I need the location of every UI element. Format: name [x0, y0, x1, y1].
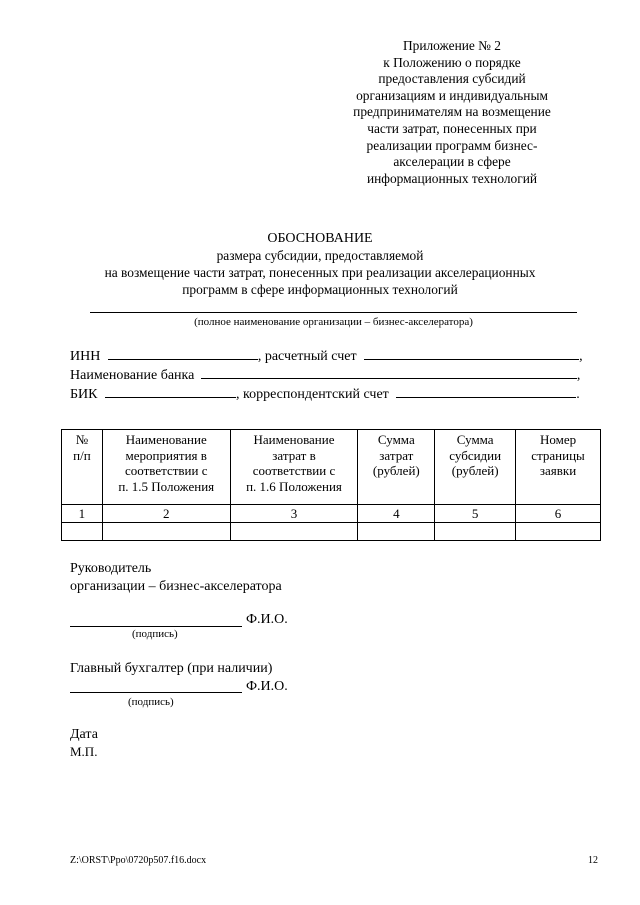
footer-file-path: Z:\ORST\Ppo\0720p507.f16.docx	[70, 855, 207, 866]
account-blank	[364, 345, 579, 360]
head-title	[70, 560, 282, 596]
appendix-line: предпринимателям на возмещение	[353, 104, 551, 120]
appendix-header	[336, 38, 568, 187]
column-number: 2	[102, 505, 230, 523]
table-cell	[435, 523, 516, 541]
column-number: 3	[230, 505, 358, 523]
page-number: 12	[588, 855, 598, 866]
bank-blank	[201, 364, 577, 379]
bank-label: Наименование банка	[70, 368, 195, 383]
appendix-line: части затрат, понесенных при	[367, 120, 537, 136]
account-label: , расчетный счет	[257, 349, 357, 364]
appendix-line: к Положению о порядке	[383, 54, 521, 70]
inn-account-row	[70, 345, 583, 365]
table-row	[62, 523, 601, 541]
appendix-line: информационных технологий	[366, 170, 538, 186]
corr-blank	[396, 383, 576, 398]
header-subsidy-amount: Сумма субсидии (рублей)	[435, 430, 516, 505]
table-header-row	[62, 430, 601, 505]
bik-label: БИК	[70, 387, 98, 402]
head-signature-caption: (подпись)	[132, 628, 178, 640]
bik-row	[70, 383, 580, 403]
bank-row	[70, 364, 580, 384]
table-row	[62, 505, 601, 523]
bik-blank	[105, 383, 236, 398]
table-cell	[358, 523, 435, 541]
table-cell	[102, 523, 230, 541]
accountant-title: Главный бухгалтер (при наличии)	[70, 661, 273, 676]
table-cell	[516, 523, 601, 541]
appendix-line: реализации программ бизнес-	[366, 137, 538, 153]
period: .	[576, 387, 580, 402]
head-title-line: Руководитель	[70, 561, 152, 576]
corr-label: , корреспондентский счет	[236, 387, 389, 402]
inn-blank	[108, 345, 258, 360]
header-number: № п/п	[62, 430, 103, 505]
title-line: размера субсидии, предоставляемой	[216, 248, 424, 263]
appendix-line: предоставления субсидий	[378, 71, 526, 87]
header-page-number: Номер страницы заявки	[516, 430, 601, 505]
appendix-line: организациям и индивидуальным	[356, 87, 548, 103]
stamp-label: М.П.	[70, 744, 98, 759]
accountant-signature-line	[70, 692, 242, 693]
date-label: Дата	[70, 727, 98, 742]
title-line: программ в сфере информационных технологий	[182, 282, 458, 297]
table-cell	[62, 523, 103, 541]
head-fio: Ф.И.О.	[246, 612, 288, 627]
inn-label: ИНН	[70, 349, 101, 364]
organization-name-line	[90, 312, 577, 313]
comma: ,	[579, 349, 583, 364]
header-cost-name: Наименование затрат в соответствии с п. 1.6 Положения	[230, 430, 358, 505]
accountant-fio: Ф.И.О.	[246, 679, 288, 694]
accountant-signature-caption: (подпись)	[128, 696, 174, 708]
column-number: 1	[62, 505, 103, 523]
column-number: 4	[358, 505, 435, 523]
title-line: на возмещение части затрат, понесенных при реализации акселерационных	[104, 265, 536, 280]
column-number: 5	[435, 505, 516, 523]
header-cost-amount: Сумма затрат (рублей)	[358, 430, 435, 505]
appendix-line: акселерации в сфере	[393, 154, 511, 170]
appendix-line: Приложение № 2	[402, 38, 502, 53]
table-cell	[230, 523, 358, 541]
subsidy-table	[61, 429, 601, 541]
document-title	[60, 230, 580, 298]
head-signature-line	[70, 626, 242, 627]
head-title-line: организации – бизнес-акселератора	[70, 579, 282, 594]
comma: ,	[576, 368, 581, 383]
title-main: ОБОСНОВАНИЕ	[267, 231, 373, 246]
header-event-name: Наименование мероприятия в соответствии с п. 1.5 Положения	[102, 430, 230, 505]
column-number: 6	[516, 505, 601, 523]
organization-name-caption: (полное наименование организации – бизнес-акселератора)	[194, 316, 473, 328]
